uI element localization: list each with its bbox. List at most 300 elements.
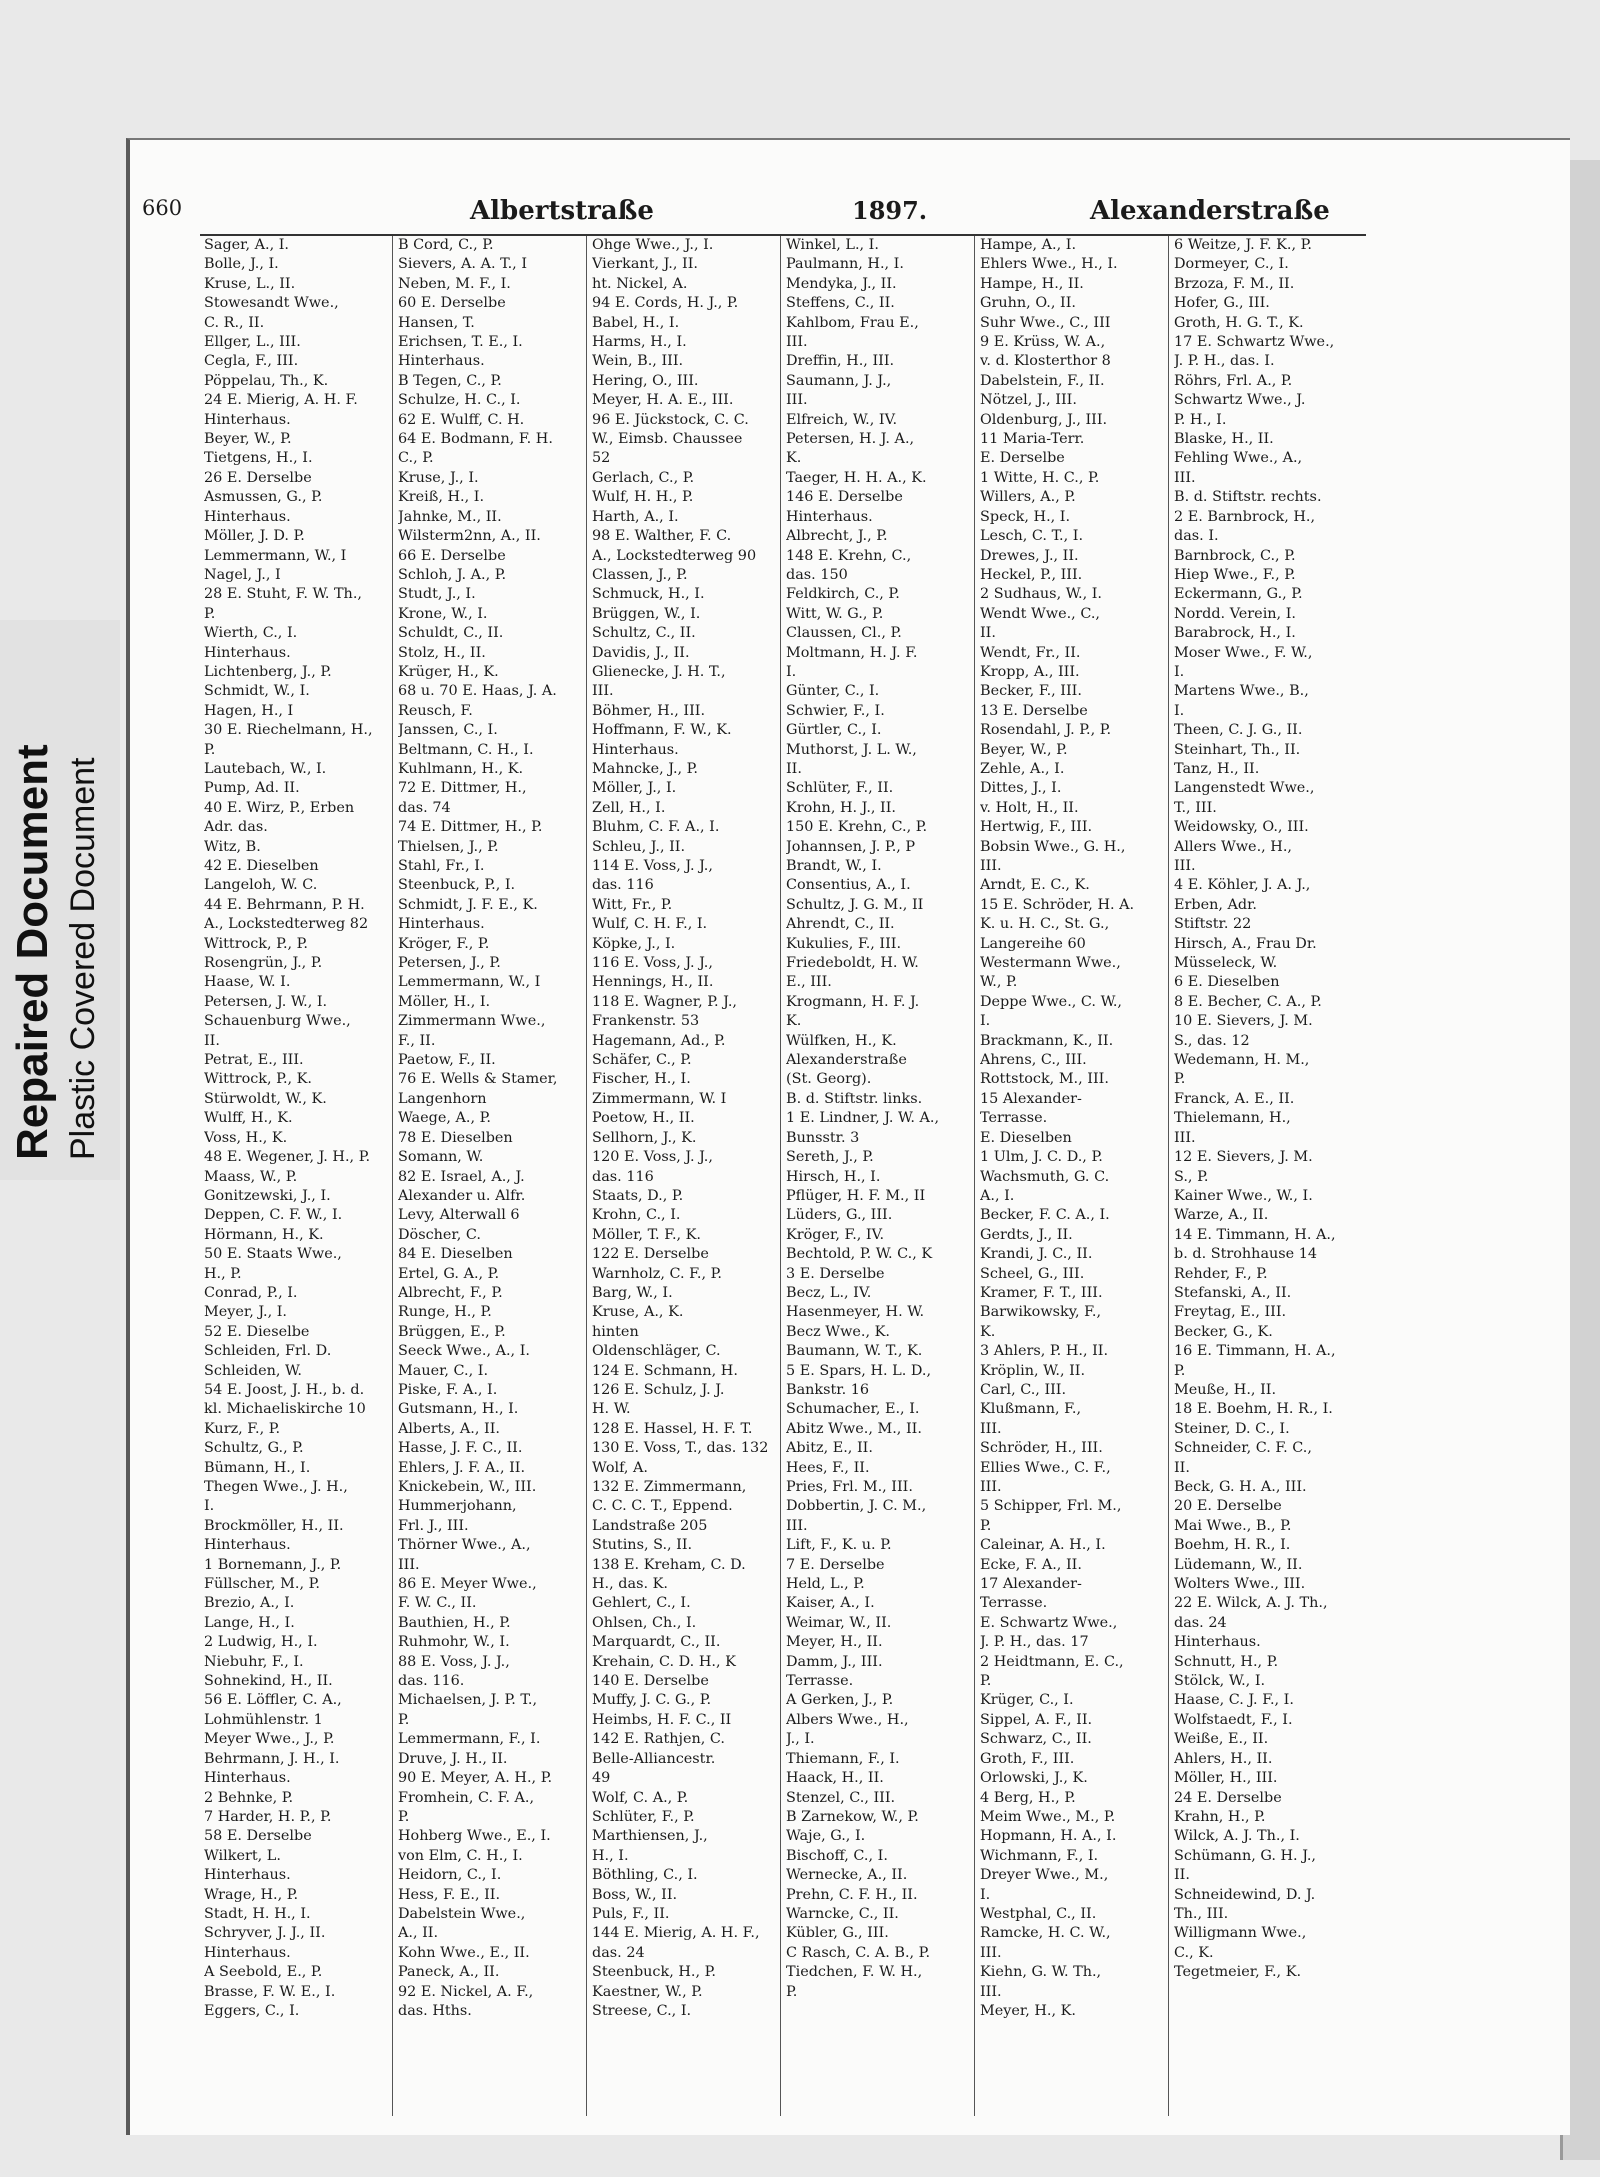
directory-entry: Alexander u. Alfr.	[398, 1187, 526, 1204]
directory-entry: Glienecke, J. H. T.,	[592, 663, 726, 680]
directory-entry: B. d. Stiftstr. rechts.	[1174, 489, 1322, 506]
directory-entry: Sellhorn, J., K.	[592, 1129, 697, 1146]
directory-entry: Steenbuck, P., I.	[398, 877, 516, 894]
directory-entry: H., I.	[592, 1847, 629, 1864]
directory-entry: Knickebein, W., III.	[398, 1479, 537, 1495]
directory-entry: Ohlsen, Ch., I.	[592, 1614, 697, 1631]
directory-entry: Krohn, C., I.	[592, 1207, 681, 1224]
directory-entry: III.	[398, 1556, 420, 1573]
directory-entry: Lichtenberg, J., P.	[204, 663, 332, 680]
directory-entry: 84 E. Dieselben	[398, 1246, 513, 1263]
directory-entry: Zimmermann, W. I	[592, 1090, 727, 1107]
directory-entry: 124 E. Schmann, H.	[592, 1362, 738, 1379]
directory-entry: Schleiden, Frl. D.	[204, 1343, 332, 1360]
directory-entry: Zell, H., I.	[592, 799, 666, 816]
directory-entry: Bümann, H., I.	[204, 1459, 311, 1476]
directory-entry: Brüggen, W., I.	[592, 605, 701, 622]
directory-entry: 10 E. Sievers, J. M.	[1174, 1013, 1313, 1030]
directory-entry: E., III.	[786, 974, 832, 991]
directory-entry: Witt, Fr., P.	[592, 896, 673, 913]
directory-entry: Schultz, J. G. M., II	[786, 896, 924, 913]
directory-entry: Möller, J., I.	[592, 780, 677, 797]
directory-entry: Kropp, A., III.	[980, 663, 1080, 680]
directory-column-3	[592, 236, 780, 2116]
directory-entry: 11 Maria-Terr.	[980, 431, 1085, 448]
directory-entry: Puls, F., II.	[592, 1905, 670, 1922]
directory-entry: P.	[786, 1983, 798, 2000]
directory-entry: Steffens, C., II.	[786, 295, 895, 312]
directory-entry: Conrad, P., I.	[204, 1284, 298, 1301]
directory-entry: Barnbrock, C., P.	[1174, 547, 1296, 564]
directory-entry: Babel, H., I.	[592, 314, 680, 331]
directory-entry: Wolf, A.	[592, 1459, 649, 1476]
directory-entry: Hinterhaus.	[204, 644, 291, 661]
directory-entry: Nagel, J., I	[204, 566, 281, 583]
directory-entry: Staats, D., P.	[592, 1187, 684, 1204]
directory-entry: Elfreich, W., IV.	[786, 411, 898, 428]
directory-entry: Sippel, A. F., II.	[980, 1711, 1093, 1728]
directory-entry: Pump, Ad. II.	[204, 780, 300, 797]
directory-entry: Hinterhaus.	[592, 741, 679, 758]
directory-entry: Dittes, J., I.	[980, 780, 1062, 797]
directory-entry: Krüger, C., I.	[980, 1692, 1074, 1709]
directory-entry: 130 E. Voss, T., das. 132	[592, 1440, 769, 1457]
directory-entry: Michaelsen, J. P. T.,	[398, 1692, 538, 1709]
directory-entry: K.	[786, 1013, 802, 1030]
directory-entry: Neben, M. F., I.	[398, 275, 511, 292]
directory-entry: Albrecht, F., P.	[398, 1284, 503, 1301]
directory-entry: Franck, A. E., II.	[1174, 1090, 1295, 1107]
directory-entry: 4 Berg, H., P.	[980, 1789, 1076, 1806]
directory-entry: 140 E. Derselbe	[592, 1673, 709, 1690]
directory-entry: Zehle, A., I.	[980, 760, 1065, 777]
directory-entry: Schleiden, W.	[204, 1362, 302, 1379]
directory-entry: Lemmermann, W., I	[398, 974, 541, 991]
directory-entry: Waege, A., P.	[398, 1110, 491, 1127]
directory-entry: Langeloh, W. C.	[204, 877, 318, 894]
directory-entry: P.	[980, 1673, 992, 1690]
directory-entry: 3 E. Derselbe	[786, 1265, 885, 1282]
directory-entry: Erben, Adr.	[1174, 896, 1258, 913]
directory-entry: Mauer, C., I.	[398, 1362, 489, 1379]
directory-entry: III.	[980, 1944, 1002, 1961]
directory-entry: F. W. C., II.	[398, 1595, 477, 1612]
directory-entry: Harms, H., I.	[592, 334, 687, 351]
directory-entry: Günter, C., I.	[786, 683, 880, 700]
directory-entry: Thörner Wwe., A.,	[398, 1537, 531, 1554]
directory-entry: Ahrens, C., III.	[980, 1052, 1087, 1069]
directory-entry: Niebuhr, F., I.	[204, 1653, 304, 1670]
directory-entry: Rosengrün, J., P.	[204, 955, 323, 972]
directory-entry: Bankstr. 16	[786, 1381, 870, 1398]
directory-entry: Kröger, F., IV.	[786, 1226, 885, 1243]
directory-entry: Klußmann, F.,	[980, 1401, 1082, 1418]
directory-entry: Brezio, A., I.	[204, 1595, 295, 1612]
directory-entry: Heidorn, C., I.	[398, 1867, 502, 1884]
directory-entry: Bunsstr. 3	[786, 1129, 860, 1146]
directory-entry: Lemmermann, W., I	[204, 547, 347, 564]
directory-entry: das. 24	[592, 1944, 645, 1961]
directory-entry: Studt, J., I.	[398, 586, 476, 603]
directory-entry: Beltmann, C. H., I.	[398, 741, 534, 758]
directory-entry: Oldenburg, J., III.	[980, 411, 1108, 428]
directory-entry: Barg, W., I.	[592, 1284, 673, 1301]
directory-entry: 132 E. Zimmermann,	[592, 1479, 747, 1495]
directory-entry: 86 E. Meyer Wwe.,	[398, 1576, 537, 1593]
directory-entry: Krehain, C. D. H., K	[592, 1653, 736, 1670]
directory-entry: Hansen, T.	[398, 314, 475, 331]
directory-entry: Erichsen, T. E., I.	[398, 334, 523, 351]
directory-entry: Kröplin, W., II.	[980, 1362, 1086, 1379]
directory-entry: Saumann, J. J.,	[786, 372, 892, 389]
directory-entry: Ohge Wwe., J., I.	[592, 237, 714, 253]
column-divider	[780, 236, 781, 2116]
directory-entry: 52 E. Dieselbe	[204, 1323, 310, 1340]
directory-entry: 2 E. Barnbrock, H.,	[1174, 508, 1316, 525]
directory-entry: Kiehn, G. W. Th.,	[980, 1964, 1102, 1981]
directory-entry: Hiep Wwe., F., P.	[1174, 566, 1296, 583]
directory-entry: Schwarz, C., II.	[980, 1731, 1092, 1748]
directory-entry: 44 E. Behrmann, P. H.	[204, 896, 365, 913]
directory-entry: Beck, G. H. A., III.	[1174, 1479, 1307, 1495]
directory-entry: Suhr Wwe., C., III	[980, 314, 1111, 331]
directory-entry: Landstraße 205	[592, 1517, 708, 1534]
directory-entry: Warncke, C., II.	[786, 1905, 899, 1922]
directory-entry: B Cord, C., P.	[398, 237, 494, 253]
directory-entry: 62 E. Wulff, C. H.	[398, 411, 525, 428]
directory-entry: 2 Behnke, P.	[204, 1789, 294, 1806]
directory-entry: Allers Wwe., H.,	[1174, 838, 1292, 855]
directory-entry: Kübler, G., III.	[786, 1925, 889, 1942]
directory-entry: Hofer, G., III.	[1174, 295, 1270, 312]
directory-entry: Krüger, H., K.	[398, 663, 499, 680]
directory-entry: Scheel, G., III.	[980, 1265, 1085, 1282]
directory-entry: 146 E. Derselbe	[786, 489, 903, 506]
directory-entry: Krohn, H. J., II.	[786, 799, 896, 816]
directory-entry: 56 E. Löffler, C. A.,	[204, 1692, 342, 1709]
directory-entry: Petrat, E., III.	[204, 1052, 304, 1069]
directory-entry: F., II.	[398, 1032, 436, 1049]
directory-entry: Petersen, J., P.	[398, 955, 501, 972]
directory-entry: H. W.	[592, 1401, 631, 1418]
directory-entry: Muffy, J. C. G., P.	[592, 1692, 712, 1709]
directory-entry: Wilkert, L.	[204, 1847, 281, 1864]
directory-entry: 74 E. Dittmer, H., P.	[398, 819, 543, 836]
directory-entry: Paneck, A., II.	[398, 1964, 500, 1981]
directory-entry: Möller, J. D. P.	[204, 528, 305, 545]
directory-entry: W., P.	[980, 974, 1018, 991]
directory-entry: Rottstock, M., III.	[980, 1071, 1109, 1088]
directory-entry: Feldkirch, C., P.	[786, 586, 900, 603]
directory-entry: I.	[204, 1498, 215, 1515]
directory-entry: Winkel, L., I.	[786, 237, 879, 253]
directory-entry: Maass, W., P.	[204, 1168, 298, 1185]
directory-entry: Hoffmann, F. W., K.	[592, 722, 732, 739]
directory-entry: Heckel, P., III.	[980, 566, 1083, 583]
directory-entry: K.	[980, 1323, 996, 1340]
directory-entry: Ecke, F. A., II.	[980, 1556, 1082, 1573]
directory-entry: Schuldt, C., II.	[398, 625, 504, 642]
directory-entry: A., I.	[980, 1187, 1015, 1204]
directory-entry: K.	[786, 450, 802, 467]
directory-entry: Bauthien, H., P.	[398, 1614, 511, 1631]
directory-entry: Pflüger, H. F. M., II	[786, 1187, 926, 1204]
directory-entry: Schulze, H. C., I.	[398, 392, 521, 409]
directory-entry: Hinterhaus.	[204, 1770, 291, 1787]
directory-entry: Hirsch, A., Frau Dr.	[1174, 935, 1317, 952]
directory-entry: Johannsen, J. P., P	[786, 838, 916, 855]
directory-entry: Hirsch, H., I.	[786, 1168, 881, 1185]
directory-entry: 150 E. Krehn, C., P.	[786, 819, 928, 836]
directory-entry: Tanz, H., II.	[1174, 760, 1260, 777]
directory-entry: Lesch, C. T., I.	[980, 528, 1084, 545]
directory-entry: Oldenschläger, C.	[592, 1343, 721, 1360]
directory-entry: 88 E. Voss, J. J.,	[398, 1653, 510, 1670]
page-number: 660	[142, 196, 183, 220]
directory-entry: Kukulies, F., III.	[786, 935, 902, 952]
directory-entry: Ruhmohr, W., I.	[398, 1634, 510, 1651]
directory-entry: Zimmermann Wwe.,	[398, 1013, 546, 1030]
directory-entry: Ahrendt, C., II.	[786, 916, 895, 933]
directory-entry: Claussen, Cl., P.	[786, 625, 902, 642]
directory-entry: Rosendahl, J. P., P.	[980, 722, 1112, 739]
directory-entry: Frl. J., III.	[398, 1517, 469, 1534]
directory-entry: Gürtler, C., I.	[786, 722, 882, 739]
directory-entry: das. Hths.	[398, 2002, 472, 2019]
directory-entry: Meim Wwe., M., P.	[980, 1808, 1116, 1825]
directory-entry: Alberts, A., II.	[398, 1420, 500, 1437]
directory-entry: Warze, A., II.	[1174, 1207, 1269, 1224]
directory-entry: Boss, W., II.	[592, 1886, 678, 1903]
directory-entry: Haase, C. J. F., I.	[1174, 1692, 1294, 1709]
directory-entry: Steiner, D. C., I.	[1174, 1420, 1290, 1437]
directory-entry: Terrasse.	[980, 1110, 1048, 1127]
directory-entry: Lange, H., I.	[204, 1614, 295, 1631]
directory-entry: Stiftstr. 22	[1174, 916, 1252, 933]
directory-entry: 98 E. Walther, F. C.	[592, 528, 732, 545]
directory-entry: Bobsin Wwe., G. H.,	[980, 838, 1126, 855]
directory-entry: S., das. 12	[1174, 1032, 1250, 1049]
directory-entry: Bluhm, C. F. A., I.	[592, 819, 720, 836]
directory-entry: Hinterhaus.	[1174, 1634, 1261, 1651]
directory-entry: b. d. Strohhause 14	[1174, 1246, 1318, 1263]
directory-entry: v. d. Klosterthor 8	[980, 353, 1111, 370]
directory-entry: Tegetmeier, F., K.	[1174, 1964, 1302, 1981]
directory-entry: Wendt Wwe., C.,	[980, 605, 1100, 622]
directory-entry: Hampe, A., I.	[980, 237, 1077, 253]
directory-entry: 2 Heidtmann, E. C.,	[980, 1653, 1124, 1670]
directory-entry: Harth, A., I.	[592, 508, 679, 525]
directory-entry: Schlüter, F., II.	[786, 780, 894, 797]
directory-entry: A., Lockstedterweg 90	[592, 547, 757, 564]
directory-entry: E. Schwartz Wwe.,	[980, 1614, 1118, 1631]
directory-entry: Ellies Wwe., C. F.,	[980, 1459, 1111, 1476]
directory-entry: C. R., II.	[204, 314, 265, 331]
directory-entry: Schneider, C. F. C.,	[1174, 1440, 1312, 1457]
directory-entry: Böthling, C., I.	[592, 1867, 698, 1884]
directory-entry: Lautebach, W., I.	[204, 760, 327, 777]
directory-entry: III.	[786, 334, 808, 351]
directory-entry: Langereihe 60	[980, 935, 1086, 952]
directory-entry: III.	[980, 1983, 1002, 2000]
directory-entry: Kröger, F., P.	[398, 935, 490, 952]
directory-entry: II.	[1174, 1459, 1190, 1476]
directory-entry: III.	[980, 1479, 1002, 1495]
directory-entry: 17 E. Schwartz Wwe.,	[1174, 334, 1335, 351]
directory-entry: Schwier, F., I.	[786, 702, 885, 719]
directory-entry: Kruse, A., K.	[592, 1304, 684, 1321]
directory-entry: 15 E. Schröder, H. A.	[980, 896, 1135, 913]
directory-entry: Muthorst, J. L. W.,	[786, 741, 917, 758]
directory-entry: Becz, L., IV.	[786, 1284, 872, 1301]
directory-entry: Dobbertin, J. C. M.,	[786, 1498, 927, 1515]
year-heading: 1897.	[852, 196, 928, 225]
directory-entry: III.	[980, 1420, 1002, 1437]
directory-entry: Weidowsky, O., III.	[1174, 819, 1309, 836]
directory-entry: 28 E. Stuht, F. W. Th.,	[204, 586, 362, 603]
directory-entry: 26 E. Derselbe	[204, 469, 312, 486]
directory-entry: 118 E. Wagner, P. J.,	[592, 993, 737, 1010]
directory-entry: Kurz, F., P.	[204, 1420, 281, 1437]
directory-entry: 14 E. Timmann, H. A.,	[1174, 1226, 1336, 1243]
directory-entry: Pöppelau, Th., K.	[204, 372, 329, 389]
directory-entry: 18 E. Boehm, H. R., I.	[1174, 1401, 1333, 1418]
directory-entry: Schmidt, W., I.	[204, 683, 310, 700]
directory-entry: 8 E. Becher, C. A., P.	[1174, 993, 1322, 1010]
directory-entry: 40 E. Wirz, P., Erben	[204, 799, 355, 816]
directory-entry: 17 Alexander-	[980, 1576, 1082, 1593]
directory-entry: 142 E. Rathjen, C.	[592, 1731, 725, 1748]
directory-entry: B Tegen, C., P.	[398, 372, 502, 389]
directory-entry: Westermann Wwe.,	[980, 955, 1121, 972]
directory-entry: II.	[1174, 1867, 1190, 1884]
directory-entry: Schumacher, E., I.	[786, 1401, 920, 1418]
directory-entry: Krahn, H., P.	[1174, 1808, 1266, 1825]
directory-entry: Ehlers Wwe., H., I.	[980, 256, 1118, 273]
directory-entry: Bischoff, C., I.	[786, 1847, 888, 1864]
directory-entry: 6 E. Dieselben	[1174, 974, 1280, 991]
directory-entry: Stowesandt Wwe.,	[204, 295, 339, 312]
directory-entry: Schröder, H., III.	[980, 1440, 1103, 1457]
directory-entry: Hörmann, H., K.	[204, 1226, 324, 1243]
directory-entry: Lohmühlenstr. 1	[204, 1711, 323, 1728]
directory-entry: Eckermann, G., P.	[1174, 586, 1303, 603]
directory-entry: Brandt, W., I.	[786, 858, 882, 874]
directory-entry: Meyer, J., I.	[204, 1304, 287, 1321]
directory-entry: Dreffin, H., III.	[786, 353, 895, 370]
directory-entry: 68 u. 70 E. Haas, J. A.	[398, 683, 557, 700]
directory-entry: Albrecht, J., P.	[786, 528, 888, 545]
directory-entry: A., II.	[398, 1925, 439, 1942]
directory-entry: Schümann, G. H. J.,	[1174, 1847, 1316, 1864]
directory-entry: Meyer, H., K.	[980, 2002, 1076, 2019]
directory-entry: Schauenburg Wwe.,	[204, 1013, 351, 1030]
directory-entry: von Elm, C. H., I.	[398, 1847, 523, 1864]
directory-entry: I.	[980, 1886, 991, 1903]
directory-entry: Blaske, H., II.	[1174, 431, 1274, 448]
directory-entry: Reusch, F.	[398, 702, 473, 719]
directory-entry: Wierth, C., I.	[204, 625, 298, 642]
directory-entry: 96 E. Jückstock, C. C.	[592, 411, 749, 428]
directory-entry: Eggers, C., I.	[204, 2002, 300, 2019]
directory-entry: Mahncke, J., P.	[592, 760, 699, 777]
directory-entry: Hering, O., III.	[592, 372, 699, 389]
directory-entry: Stutins, S., II.	[592, 1537, 693, 1554]
directory-entry: P.	[398, 1808, 410, 1825]
directory-entry: C., K.	[1174, 1944, 1214, 1961]
directory-entry: kl. Michaeliskirche 10	[204, 1401, 366, 1418]
plastic-covered-stamp: Plastic Covered Document	[64, 757, 102, 1160]
directory-entry: Kaestner, W., P.	[592, 1983, 703, 2000]
directory-entry: Stahl, Fr., I.	[398, 858, 485, 874]
directory-entry: P. H., I.	[1174, 411, 1227, 428]
directory-entry: 22 E. Wilck, A. J. Th.,	[1174, 1595, 1328, 1612]
directory-entry: Hees, F., II.	[786, 1459, 870, 1476]
directory-entry: 5 Schipper, Frl. M.,	[980, 1498, 1122, 1515]
directory-entry: Hertwig, F., III.	[980, 819, 1093, 836]
directory-entry: P.	[1174, 1362, 1186, 1379]
directory-entry: Ahlers, H., II.	[1174, 1750, 1273, 1767]
directory-entry: Ramcke, H. C. W.,	[980, 1925, 1111, 1942]
directory-entry: Marthiensen, J.,	[592, 1828, 708, 1845]
column-divider	[586, 236, 587, 2116]
directory-entry: III.	[980, 858, 1002, 874]
directory-entry: Stölck, W., I.	[1174, 1673, 1266, 1690]
directory-entry: 128 E. Hassel, H. F. T.	[592, 1420, 753, 1437]
directory-entry: 144 E. Mierig, A. H. F.,	[592, 1925, 760, 1942]
directory-entry: Beyer, W., P.	[204, 431, 292, 448]
directory-entry: Wittrock, P., K.	[204, 1071, 312, 1088]
directory-entry: Gruhn, O., II.	[980, 295, 1076, 312]
directory-entry: Füllscher, M., P.	[204, 1576, 320, 1593]
directory-entry: Nordd. Verein, I.	[1174, 605, 1296, 622]
directory-entry: Petersen, H. J. A.,	[786, 431, 915, 448]
directory-entry: B. d. Stiftstr. links.	[786, 1090, 923, 1107]
directory-entry: 54 E. Joost, J. H., b. d.	[204, 1381, 365, 1398]
directory-entry: Schmidt, J. F. E., K.	[398, 896, 538, 913]
directory-entry: Tiedchen, F. W. H.,	[786, 1964, 923, 1981]
directory-entry: Krandi, J. C., II.	[980, 1246, 1093, 1263]
directory-entry: III.	[592, 683, 614, 700]
directory-entry: das. I.	[1174, 528, 1219, 545]
directory-entry: Belle-Alliancestr.	[592, 1750, 716, 1767]
directory-entry: Th., III.	[1174, 1905, 1229, 1922]
directory-entry: Dabelstein, F., II.	[980, 372, 1105, 389]
directory-entry: Becker, F. C. A., I.	[980, 1207, 1110, 1224]
directory-entry: Haase, W. I.	[204, 974, 291, 991]
directory-entry: Ehlers, J. F. A., II.	[398, 1459, 526, 1476]
directory-entry: das. 116	[592, 877, 654, 894]
directory-entry: Asmussen, G., P.	[204, 489, 323, 506]
directory-entry: Terrasse.	[980, 1595, 1048, 1612]
directory-entry: Brasse, F. W. E., I.	[204, 1983, 336, 2000]
directory-entry: Sievers, A. A. T., I	[398, 256, 528, 273]
directory-entry: Schultz, G., P.	[204, 1440, 304, 1457]
directory-entry: Streese, C., I.	[592, 2002, 692, 2019]
directory-entry: Janssen, C., I.	[398, 722, 498, 739]
directory-entry: Marquardt, C., II.	[592, 1634, 721, 1651]
directory-entry: Rehder, F., P.	[1174, 1265, 1268, 1282]
directory-entry: Meyer, H. A. E., III.	[592, 392, 734, 409]
directory-entry: 2 Ludwig, H., I.	[204, 1634, 318, 1651]
directory-entry: Kruse, L., II.	[204, 275, 296, 292]
directory-entry: Caleinar, A. H., I.	[980, 1537, 1106, 1554]
directory-entry: Hinterhaus.	[398, 353, 485, 370]
directory-entry: P.	[980, 1517, 992, 1534]
directory-entry: Abitz Wwe., M., II.	[786, 1420, 922, 1437]
directory-entry: Jahnke, M., II.	[398, 508, 502, 525]
directory-entry: Kohn Wwe., E., II.	[398, 1944, 530, 1961]
